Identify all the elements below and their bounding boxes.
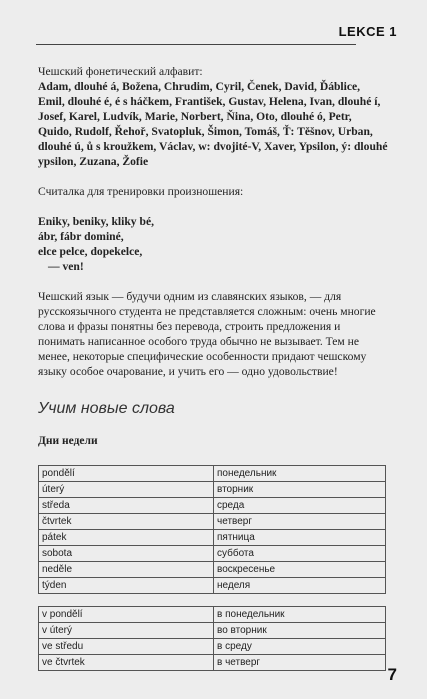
table-row <box>39 546 386 562</box>
section-title: Учим новые слова <box>38 400 175 417</box>
page-content <box>38 64 388 671</box>
table-row <box>39 482 386 498</box>
intro-paragraph: Чешский язык — будучи одним из славянских языков, — для русскоязычного студента не представляется сложным: очень многие слова и фразы понятны без перевода, строить предложения и понимать написанное особого труда обычно не вызывает. Тем не менее, некоторые специфические особенности придают чешскому языку особое очарование, и учить его — одно удовольствие! <box>38 290 376 378</box>
russian-translation-cell: воскресенье <box>214 562 386 578</box>
table-row <box>39 562 386 578</box>
table-row <box>39 578 386 594</box>
russian-translation-cell: пятница <box>214 530 386 546</box>
table-row <box>39 623 386 639</box>
czech-word-cell: ve čtvrtek <box>39 655 214 671</box>
table-row <box>39 530 386 546</box>
czech-word-cell: neděle <box>39 562 214 578</box>
czech-word-cell: úterý <box>39 482 214 498</box>
czech-word-cell: týden <box>39 578 214 594</box>
russian-translation-cell: понедельник <box>214 466 386 482</box>
days-table <box>38 465 386 594</box>
alphabet-list: Adam, dlouhé á, Božena, Chrudim, Cyril, Čenek, David, Ďáblice, Emil, dlouhé é, é s háčkem, František, Gustav, Helena, Ivan, dlouhé í, Josef, Karel, Ludvík, Marie, Norbert, Ňina, Oto, dlouhé ó, Petr, Quido, Rudolf, Řehoř, Svatopluk, Šimon, Tomáš, Ť: Těšnov, Urban, dlouhé ú, ů s kroužkem, Václav, w: dvojité-V, Xaver, Ypsilon, ý: dlouhé ypsilon, Zuzana, Žofie <box>38 80 388 168</box>
table-row <box>39 498 386 514</box>
russian-translation-cell: в понедельник <box>214 607 386 623</box>
russian-translation-cell: вторник <box>214 482 386 498</box>
chapter-label: LEKCE 1 <box>338 24 397 39</box>
russian-translation-cell: в среду <box>214 639 386 655</box>
poem-line: — ven! <box>48 260 84 273</box>
table-row <box>39 639 386 655</box>
poem-line: ábr, fábr dominé, <box>38 230 124 243</box>
table-row <box>39 607 386 623</box>
czech-word-cell: v úterý <box>39 623 214 639</box>
czech-word-cell: čtvrtek <box>39 514 214 530</box>
czech-word-cell: pátek <box>39 530 214 546</box>
czech-word-cell: středa <box>39 498 214 514</box>
poem <box>38 214 388 274</box>
czech-word-cell: sobota <box>39 546 214 562</box>
page-number: 7 <box>387 665 397 684</box>
table-title: Дни недели <box>38 435 98 447</box>
poem-line: Eniky, beniky, kliky bé, <box>38 215 154 228</box>
phrases-table <box>38 606 386 671</box>
russian-translation-cell: суббота <box>214 546 386 562</box>
rhyme-title: Считалка для тренировки произношения: <box>38 185 244 198</box>
poem-line: elce pelce, dopekelce, <box>38 245 143 258</box>
russian-translation-cell: среда <box>214 498 386 514</box>
czech-word-cell: ve středu <box>39 639 214 655</box>
table-row <box>39 655 386 671</box>
table-row <box>39 466 386 482</box>
czech-word-cell: v pondělí <box>39 607 214 623</box>
russian-translation-cell: в четверг <box>214 655 386 671</box>
russian-translation-cell: во вторник <box>214 623 386 639</box>
table-row <box>39 514 386 530</box>
alphabet-intro: Чешский фонетический алфавит: <box>38 65 203 78</box>
russian-translation-cell: неделя <box>214 578 386 594</box>
czech-word-cell: pondělí <box>39 466 214 482</box>
russian-translation-cell: четверг <box>214 514 386 530</box>
header-rule <box>36 44 356 45</box>
